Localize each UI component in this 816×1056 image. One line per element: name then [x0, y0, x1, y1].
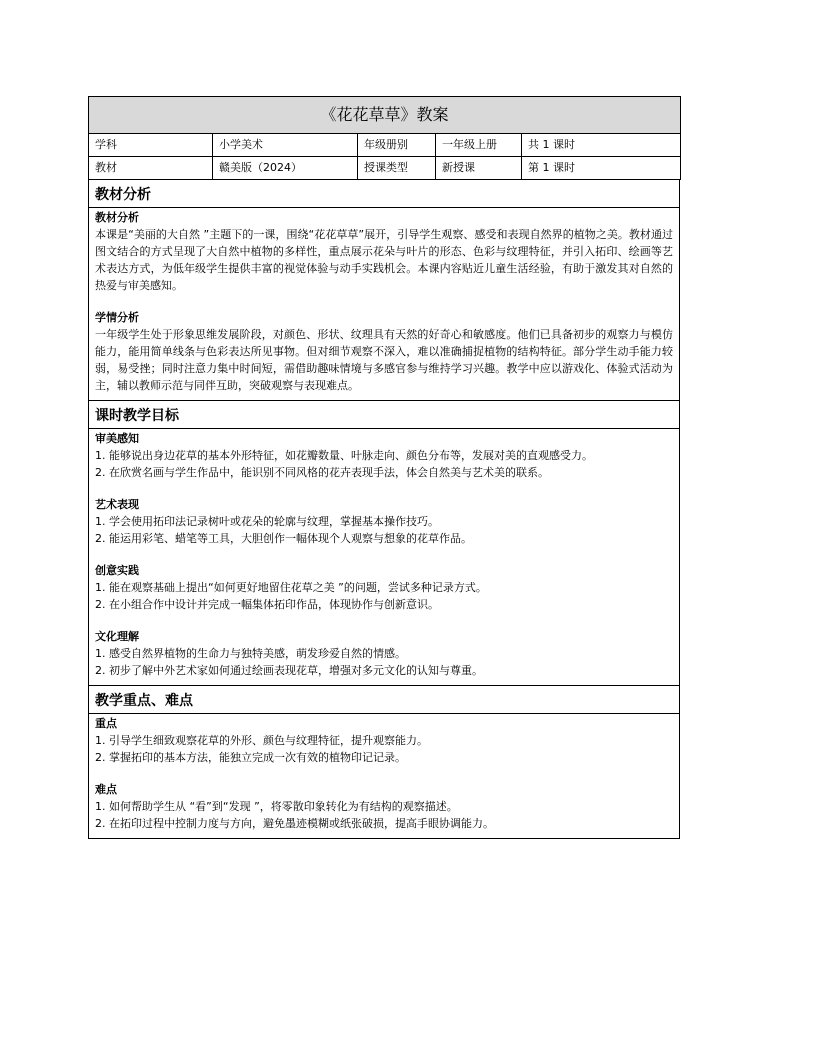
objective-item: 2. 初步了解中外艺术家如何通过绘画表现花草，增强对多元文化的认知与尊重。 [95, 664, 483, 677]
keypoints-heading: 教学重点、难点 [89, 686, 679, 714]
objective-item: 2. 能运用彩笔、蜡笔等工具，大胆创作一幅体现个人观察与想象的花草作品。 [95, 532, 472, 545]
objective-item: 1. 能在观察基础上提出“如何更好地留住花草之美 ”的问题，尝试多种记录方式。 [95, 581, 487, 594]
keypoint-item: 1. 引导学生细致观察花草的外形、颜色与纹理特征，提升观察能力。 [95, 734, 428, 747]
textbook-label: 教材 [89, 157, 213, 180]
header-table [88, 96, 681, 180]
grade-label: 年级册别 [358, 134, 436, 157]
objective-item: 1. 感受自然界植物的生命力与独特美感，萌发珍爱自然的情感。 [95, 647, 406, 660]
objective-item: 1. 能够说出身边花草的基本外形特征，如花瓣数量、叶脉走向、颜色分布等，发展对美的直观感受力。 [95, 449, 593, 462]
material-analysis-text: 本课是“美丽的大自然 ”主题下的一课，围绕“花花草草”展开，引导学生观察、感受和表现自然界的植物之美。教材通过图文结合的方式呈现了大自然中植物的多样性，重点展示花朵与叶片的形态、色彩与纹理特征，并引入拓印、绘画等艺术表达方式，为低年级学生提供丰富的视觉体验与动手实践机会。本课内容贴近儿童生活经验，有助于激发其对自然的热爱与审美感知。 [95, 228, 673, 292]
current-period: 第 1 课时 [522, 157, 681, 180]
textbook-value: 赣美版（2024） [213, 157, 358, 180]
subject-value: 小学美术 [213, 134, 358, 157]
objective-item: 1. 学会使用拓印法记录树叶或花朵的轮廓与纹理，掌握基本操作技巧。 [95, 515, 439, 528]
subject-label: 学科 [89, 134, 213, 157]
keypoint-item: 2. 掌握拓印的基本方法，能独立完成一次有效的植物印记记录。 [95, 751, 406, 764]
lesson-type-label: 授课类型 [358, 157, 436, 180]
difficulty-group-title: 难点 [95, 783, 117, 796]
difficulty-item: 1. 如何帮助学生从 “看”到“发现 ”，将零散印象转化为有结构的观察描述。 [95, 800, 458, 813]
analysis-section [88, 180, 680, 401]
student-analysis-title: 学情分析 [95, 311, 139, 324]
lesson-type-value: 新授课 [436, 157, 522, 180]
keypoint-group-title: 重点 [95, 717, 117, 730]
info-row-2 [89, 157, 681, 180]
objective-item: 2. 在欣赏名画与学生作品中，能识别不同风格的花卉表现手法，体会自然美与艺术美的联系。 [95, 466, 549, 479]
total-periods: 共 1 课时 [522, 134, 681, 157]
grade-value: 一年级上册 [436, 134, 522, 157]
objective-group-title: 创意实践 [95, 564, 139, 577]
difficulty-item: 2. 在拓印过程中控制力度与方向，避免墨迹模糊或纸张破损，提高手眼协调能力。 [95, 817, 494, 830]
lesson-plan-document [88, 96, 680, 839]
info-row-1 [89, 134, 681, 157]
material-analysis-title: 教材分析 [95, 211, 139, 224]
objective-item: 2. 在小组合作中设计并完成一幅集体拓印作品，体现协作与创新意识。 [95, 598, 439, 611]
analysis-heading: 教材分析 [89, 180, 679, 208]
objective-group-title: 艺术表现 [95, 498, 139, 511]
student-analysis-text: 一年级学生处于形象思维发展阶段，对颜色、形状、纹理具有天然的好奇心和敏感度。他们已具备初步的观察力与模仿能力，能用简单线条与色彩表达所见事物。但对细节观察不深入，难以准确捕捉植物的结构特征。部分学生动手能力较弱，易受挫；同时注意力集中时间短，需借助趣味情境与多感官参与维持学习兴趣。教学中应以游戏化、体验式活动为主，辅以教师示范与同伴互助，突破观察与表现难点。 [95, 328, 673, 392]
document-title: 《花花草草》教案 [89, 97, 681, 134]
objectives-heading: 课时教学目标 [89, 401, 679, 429]
objective-group-title: 审美感知 [95, 432, 139, 445]
keypoints-section [88, 686, 680, 839]
objective-group-title: 文化理解 [95, 630, 139, 643]
objectives-section [88, 401, 680, 686]
